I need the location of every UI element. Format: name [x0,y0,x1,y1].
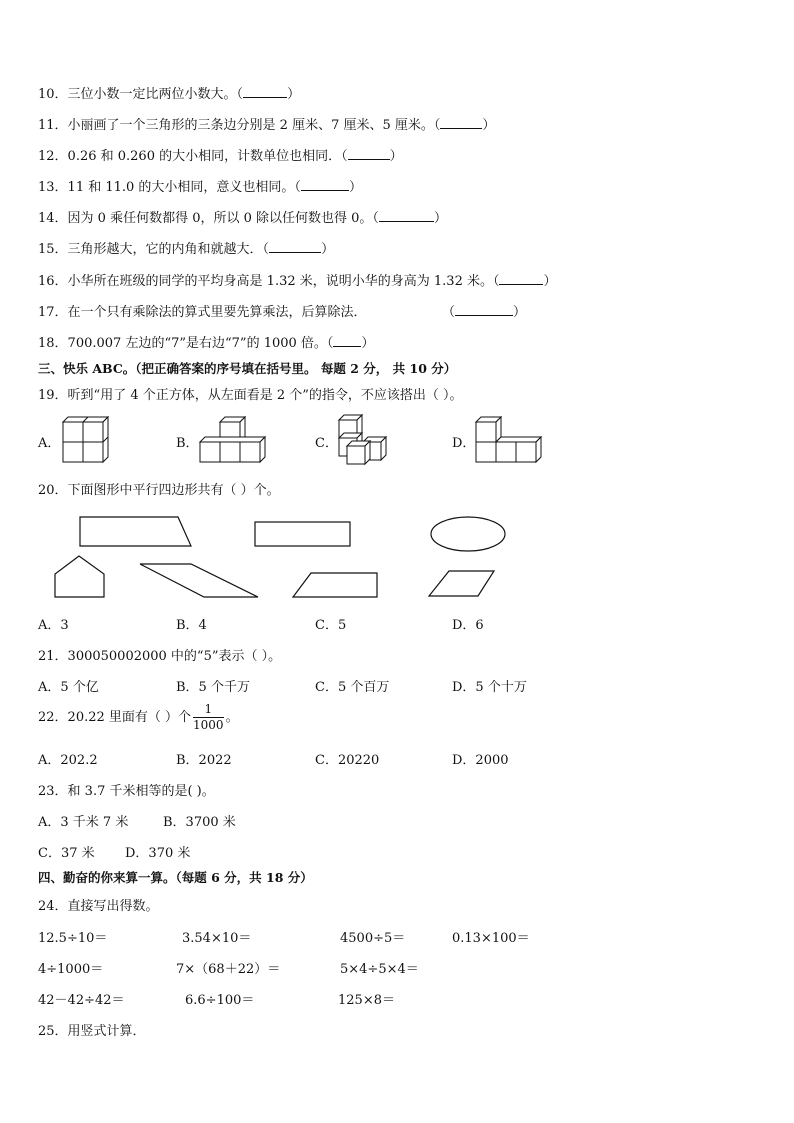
question-15 [38,238,334,257]
question-number: 17． [38,305,68,320]
q20-option-a[interactable]: A．3 [38,618,69,633]
cube-face [63,422,83,442]
question-text: 700.007 左边的“7”是右边“7”的 1000 倍。（ [67,336,334,351]
fraction [193,702,224,733]
right-trapezoid-shape [80,517,191,546]
question-16 [38,270,556,289]
calc-item: 125×8＝ [338,993,395,1008]
calc-item: 5×4÷5×4＝ [340,962,419,977]
question-11 [38,114,495,133]
pentagon-shape [55,556,104,597]
q20-option-d[interactable]: D．6 [452,618,484,633]
q22-option-b[interactable]: B．2022 [176,753,232,768]
answer-blank[interactable] [301,180,349,191]
question-13 [38,176,362,195]
question-text: 11 和 11.0 的大小相同，意义也相同。（ [67,180,301,195]
answer-blank[interactable] [348,149,390,160]
q21-option-c[interactable]: C．5 个百万 [315,680,390,695]
cube-face [63,442,83,462]
question-19: 19．听到“用了 4 个正方体，从左面看是 2 个”的指令，不应该搭出（ ）。 [38,388,463,403]
ellipse-shape [431,517,505,551]
close-paren: ） [321,242,335,257]
q23-option-a[interactable]: A．3 千米 7 米 [38,815,129,830]
q23-option-d[interactable]: D．370 米 [125,846,191,861]
answer-blank[interactable] [243,87,287,98]
q20-shapes-figure [44,510,564,605]
answer-blank[interactable] [269,242,321,253]
question-number: 10． [38,87,68,102]
section-4-heading: 四、勤奋的你来算一算。（每题 6 分，共 18 分） [38,870,313,885]
question-text: 0.26 和 0.260 的大小相同，计数单位也相同．（ [67,149,348,164]
q19-option-b-figure [196,414,270,466]
question-10 [38,83,300,102]
calc-item: 4500÷5＝ [340,931,406,946]
question-23: 23．和 3.7 千米相等的是( )。 [38,784,215,799]
q19-option-a-figure [58,414,110,466]
question-number: 15． [38,242,68,257]
q19-option-b-label[interactable]: B． [176,436,199,451]
question-number: 11． [38,118,68,133]
question-text: 三位小数一定比两位小数大。（ [67,87,244,102]
q19-option-d-label[interactable]: D． [452,436,476,451]
calc-item: 12.5÷10＝ [38,931,108,946]
section-3-heading: 三、快乐 ABC。（把正确答案的序号填在括号里。 每题 2 分， 共 10 分） [38,361,457,376]
close-paren: ） [348,180,362,195]
question-20: 20．下面图形中平行四边形共有（ ）个。 [38,483,280,498]
q22-option-a[interactable]: A．202.2 [38,753,98,768]
question-18 [38,332,374,351]
small-parallelogram-shape [429,571,494,596]
fraction-numerator: 1 [204,702,213,716]
trapezoid-shape [293,573,377,597]
q20-option-b[interactable]: B．4 [176,618,207,633]
question-24: 24．直接写出得数。 [38,899,159,914]
q22-option-d[interactable]: D．2000 [452,753,509,768]
calc-item: 0.13×100＝ [452,931,530,946]
question-22 [38,702,239,733]
q22-suffix: 。 [225,710,239,725]
calc-item: 42－42÷42＝ [38,993,125,1008]
question-number: 14． [38,211,68,226]
question-21: 21．300050002000 中的“5”表示（ ）。 [38,649,282,664]
rectangle-shape [255,522,350,546]
close-paren: ） [389,149,403,164]
question-text: 小华所在班级的同学的平均身高是 1.32 米，说明小华的身高为 1.32 米。（ [67,274,500,289]
question-number: 18． [38,336,68,351]
q19-option-a-label[interactable]: A． [38,436,61,451]
q21-option-b[interactable]: B．5 个千万 [176,680,250,695]
answer-blank[interactable] [455,305,513,316]
open-paren: （ [442,305,456,320]
answer-blank[interactable] [499,274,543,285]
question-number: 12． [38,149,68,164]
question-text: 三角形越大，它的内角和就越大．（ [67,242,270,257]
close-paren: ） [361,336,375,351]
question-14 [38,207,447,226]
q22-prefix: 22．20.22 里面有（ ）个 [38,710,192,725]
answer-blank[interactable] [333,336,361,347]
cube-face [83,422,103,442]
fraction-denominator: 1000 [193,718,224,732]
question-25: 25．用竖式计算． [38,1024,146,1039]
question-17-answer [442,301,526,320]
parallelogram-shape [140,564,258,597]
q19-option-d-figure [472,414,548,466]
q21-option-a[interactable]: A．5 个亿 [38,680,99,695]
q23-option-c[interactable]: C．37 米 [38,846,95,861]
close-paren: ） [287,87,301,102]
close-paren: ） [433,211,447,226]
question-17 [38,301,367,320]
question-12 [38,145,403,164]
question-text: 小丽画了一个三角形的三条边分别是 2 厘米、7 厘米、5 厘米。（ [67,118,441,133]
question-number: 13． [38,180,68,195]
close-paren: ） [482,118,496,133]
q19-option-c-label[interactable]: C． [315,436,338,451]
question-text: 在一个只有乘除法的算式里要先算乘法，后算除法． [67,305,367,320]
q19-option-c-figure [333,410,389,468]
calc-item: 7×（68＋22）＝ [176,962,281,977]
q20-option-c[interactable]: C．5 [315,618,347,633]
close-paren: ） [543,274,557,289]
q23-option-b[interactable]: B．3700 米 [163,815,236,830]
q22-option-c[interactable]: C．20220 [315,753,380,768]
close-paren: ） [513,305,527,320]
answer-blank[interactable] [440,118,482,129]
calc-item: 3.54×10＝ [182,931,252,946]
question-number: 16． [38,274,68,289]
q21-option-d[interactable]: D．5 个十万 [452,680,527,695]
calc-item: 4÷1000＝ [38,962,104,977]
answer-blank[interactable] [379,211,434,222]
cube-face [83,442,103,462]
calc-item: 6.6÷100＝ [185,993,255,1008]
question-text: 因为 0 乘任何数都得 0，所以 0 除以任何数也得 0。（ [67,211,379,226]
